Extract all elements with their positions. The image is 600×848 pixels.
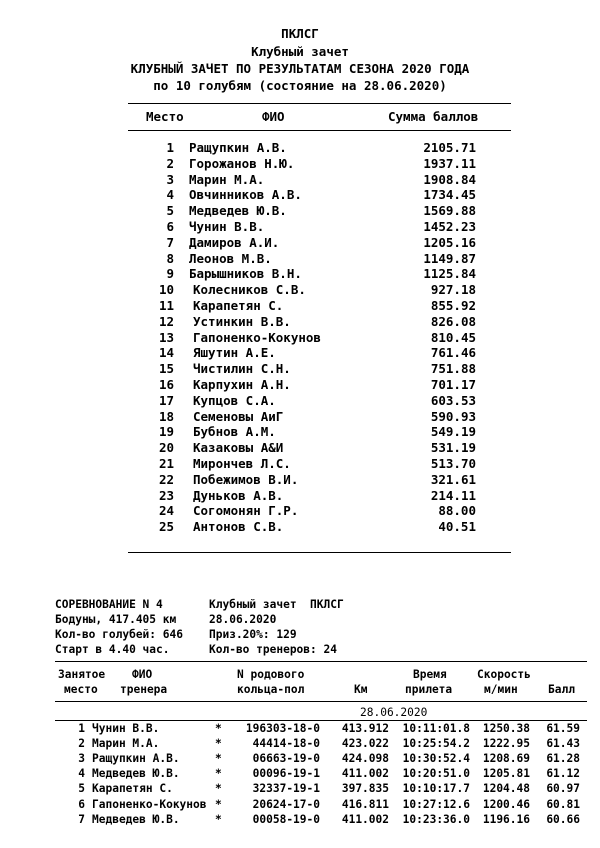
result-speed: 1222.95	[482, 737, 530, 751]
result-mark: *	[215, 752, 222, 766]
standings-score: 603.53	[430, 392, 476, 408]
page-title: КЛУБНЫЙ ЗАЧЕТ ПО РЕЗУЛЬТАТАМ СЕЗОНА 2020 ГОДА	[130, 61, 470, 76]
standings-place: 25	[158, 519, 174, 535]
standings-score: 1569.88	[423, 203, 476, 219]
result-time: 10:20:51.0	[402, 767, 470, 781]
standings-date-note: по 10 голубям (состояние на 28.06.2020)	[153, 78, 447, 93]
result-speed: 1205.81	[482, 767, 530, 781]
standings-name: Мирончев Л.С.	[193, 456, 291, 471]
result-time: 10:30:52.4	[402, 752, 470, 766]
standings-score: 1937.11	[423, 155, 476, 171]
standings-name: Побежимов В.И.	[193, 471, 299, 487]
standings-name: Яшутин А.Е.	[193, 345, 276, 361]
standings-name: Согомонян Г.Р.	[193, 503, 299, 519]
standings-score: 855.92	[430, 298, 476, 313]
result-km: 424.098	[341, 752, 389, 766]
standings-place: 10	[158, 282, 174, 298]
col-header-speed-1: Скорость	[477, 668, 531, 681]
competition-info-right: Приз.20%: 129	[209, 628, 297, 641]
standings-place: 8	[166, 250, 174, 266]
standings-place: 22	[158, 471, 174, 487]
standings-score: 810.45	[430, 329, 476, 345]
result-ball: 61.28	[546, 752, 580, 766]
result-time: 10:27:12.6	[402, 797, 470, 811]
standings-score: 751.88	[430, 361, 476, 377]
standings-name: Овчинников А.В.	[189, 187, 302, 203]
standings-place: 19	[158, 424, 174, 440]
standings-score: 321.61	[430, 471, 476, 487]
subtitle: Клубный зачет	[251, 44, 349, 59]
result-ring: 32337-19-1	[252, 782, 320, 796]
competition-info-right: Клубный зачет ПКЛСГ	[209, 598, 344, 611]
standings-score: 927.18	[430, 282, 476, 298]
standings-place: 14	[158, 345, 174, 361]
result-ring: 00096-19-1	[252, 767, 320, 781]
divider	[128, 552, 511, 553]
standings-score: 531.19	[430, 440, 476, 456]
result-mark: *	[215, 767, 222, 781]
standings-name: Дуньков А.В.	[193, 487, 284, 503]
standings-score: 214.11	[430, 487, 476, 503]
result-speed: 1250.38	[482, 722, 530, 735]
standings-score: 1452.23	[423, 219, 476, 234]
standings-score: 761.46	[430, 345, 476, 361]
result-ball: 60.66	[546, 812, 580, 826]
result-speed: 1204.48	[482, 782, 530, 796]
standings-place: 2	[166, 155, 174, 171]
col-header-name-1: ФИО	[132, 668, 153, 681]
result-km: 411.002	[341, 767, 389, 781]
col-header-time-1: Время	[413, 668, 447, 681]
standings-name: Устинкин В.В.	[193, 313, 291, 329]
result-ring: 06663-19-0	[252, 752, 320, 766]
result-mark: *	[215, 737, 222, 751]
standings-place: 24	[158, 503, 174, 519]
result-mark: *	[215, 782, 222, 796]
result-ball: 61.43	[546, 737, 580, 751]
col-header-speed-2: м/мин	[484, 683, 518, 696]
result-km: 411.002	[341, 812, 389, 826]
standings-score: 826.08	[430, 313, 476, 329]
result-place: 4	[78, 767, 85, 781]
standings-score: 40.51	[438, 519, 476, 535]
standings-name: Барышников В.Н.	[189, 266, 302, 282]
result-time: 10:25:54.2	[402, 737, 470, 751]
standings-name: Медведев Ю.В.	[189, 203, 287, 219]
standings-score: 88.00	[438, 503, 476, 519]
standings-place: 23	[158, 487, 174, 503]
result-speed: 1196.16	[482, 812, 530, 826]
standings-place: 12	[158, 313, 174, 329]
result-km: 397.835	[341, 782, 389, 796]
standings-place: 3	[166, 171, 174, 187]
competition-info-left: СОРЕВНОВАНИЕ N 4	[55, 598, 163, 611]
standings-place: 16	[158, 377, 174, 392]
standings-name: Бубнов А.М.	[193, 424, 276, 440]
standings-name: Карпухин А.Н.	[193, 377, 291, 392]
result-ball: 61.59	[546, 722, 580, 735]
competition-info-left: Кол-во голубей: 646	[55, 628, 183, 641]
result-ring: 00058-19-0	[252, 812, 320, 826]
result-mark: *	[215, 797, 222, 811]
standings-name: Семеновы АиГ	[193, 408, 284, 424]
result-name: Ращупкин А.В.	[92, 752, 180, 766]
result-mark: *	[215, 722, 222, 735]
standings-name: Марин М.А.	[189, 171, 265, 187]
result-place: 7	[78, 812, 85, 826]
standings-place: 20	[158, 440, 174, 456]
standings-name: Колесников С.В.	[193, 282, 306, 298]
result-time: 10:11:01.8	[402, 722, 470, 735]
standings-name: Дамиров А.И.	[189, 234, 280, 250]
standings-name: Казаковы А&И	[193, 440, 284, 456]
col-header-km: Км	[354, 683, 368, 696]
result-place: 2	[78, 737, 85, 751]
results-date: 28.06.2020	[360, 706, 428, 719]
standings-name: Карапетян С.	[193, 298, 284, 313]
result-place: 6	[78, 797, 85, 811]
competition-info-left: Бодуны, 417.405 км	[55, 613, 177, 626]
result-speed: 1200.46	[482, 797, 530, 811]
standings-place: 15	[158, 361, 174, 377]
competition-info-right: 28.06.2020	[209, 613, 277, 626]
standings-name: Чистилин С.Н.	[193, 361, 291, 377]
standings-name: Купцов С.А.	[193, 392, 276, 408]
result-name: Медведев Ю.В.	[92, 767, 180, 781]
result-ball: 60.97	[546, 782, 580, 796]
divider	[55, 661, 587, 662]
standings-place: 4	[166, 187, 174, 203]
standings-score: 701.17	[430, 377, 476, 392]
result-name: Медведев Ю.В.	[92, 812, 180, 826]
result-place: 5	[78, 782, 85, 796]
standings-score: 513.70	[430, 456, 476, 471]
standings-place: 21	[158, 456, 174, 471]
standings-place: 1	[166, 140, 174, 155]
col-header-place: Место	[146, 109, 184, 124]
col-header-ring-2: кольца-пол	[237, 683, 305, 696]
result-name: Марин М.А.	[92, 737, 160, 751]
competition-info-left: Старт в 4.40 час.	[55, 643, 170, 656]
standings-score: 2105.71	[423, 140, 476, 155]
result-name: Чунин В.В.	[92, 722, 160, 735]
standings-place: 9	[166, 266, 174, 282]
standings-name: Антонов С.В.	[193, 519, 284, 535]
standings-name: Горожанов Н.Ю.	[189, 155, 295, 171]
standings-place: 17	[158, 392, 174, 408]
divider	[55, 701, 587, 702]
result-name: Гапоненко-Кокунов	[92, 797, 207, 811]
standings-place: 5	[166, 203, 174, 219]
col-header-time-2: прилета	[405, 683, 453, 696]
org-title: ПКЛСГ	[281, 26, 319, 41]
standings-score: 1908.84	[423, 171, 476, 187]
col-header-place-1: Занятое	[58, 668, 106, 681]
result-ring: 20624-17-0	[252, 797, 320, 811]
col-header-name-2: тренера	[120, 683, 168, 696]
result-mark: *	[215, 812, 222, 826]
divider	[128, 130, 511, 131]
result-place: 1	[78, 722, 85, 735]
standings-score: 1734.45	[423, 187, 476, 203]
result-time: 10:10:17.7	[402, 782, 470, 796]
col-header-ball: Балл	[548, 683, 575, 696]
result-name: Карапетян С.	[92, 782, 173, 796]
result-place: 3	[78, 752, 85, 766]
standings-score: 1125.84	[423, 266, 476, 282]
standings-place: 11	[158, 298, 174, 313]
result-ball: 61.12	[546, 767, 580, 781]
standings-score: 590.93	[430, 408, 476, 424]
standings-place: 18	[158, 408, 174, 424]
standings-place: 7	[166, 234, 174, 250]
col-header-place-2: место	[64, 683, 98, 696]
standings-score: 549.19	[430, 424, 476, 440]
standings-name: Чунин В.В.	[189, 219, 265, 234]
divider	[55, 720, 587, 721]
standings-score: 1149.87	[423, 250, 476, 266]
result-ring: 196303-18-0	[245, 722, 320, 735]
col-header-ring-1: N родового	[237, 668, 305, 681]
competition-info-right: Кол-во тренеров: 24	[209, 643, 337, 656]
standings-name: Ращупкин А.В.	[189, 140, 287, 155]
standings-place: 13	[158, 329, 174, 345]
standings-name: Гапоненко-Кокунов	[193, 329, 321, 345]
result-km: 423.022	[341, 737, 389, 751]
divider	[128, 103, 511, 104]
standings-name: Леонов М.В.	[189, 250, 272, 266]
result-ball: 60.81	[546, 797, 580, 811]
col-header-score: Сумма баллов	[388, 109, 479, 124]
result-km: 413.912	[341, 722, 389, 735]
result-ring: 44414-18-0	[252, 737, 320, 751]
col-header-name: ФИО	[262, 109, 285, 124]
standings-score: 1205.16	[423, 234, 476, 250]
result-time: 10:23:36.0	[402, 812, 470, 826]
standings-place: 6	[166, 219, 174, 234]
result-speed: 1208.69	[482, 752, 530, 766]
result-km: 416.811	[341, 797, 389, 811]
